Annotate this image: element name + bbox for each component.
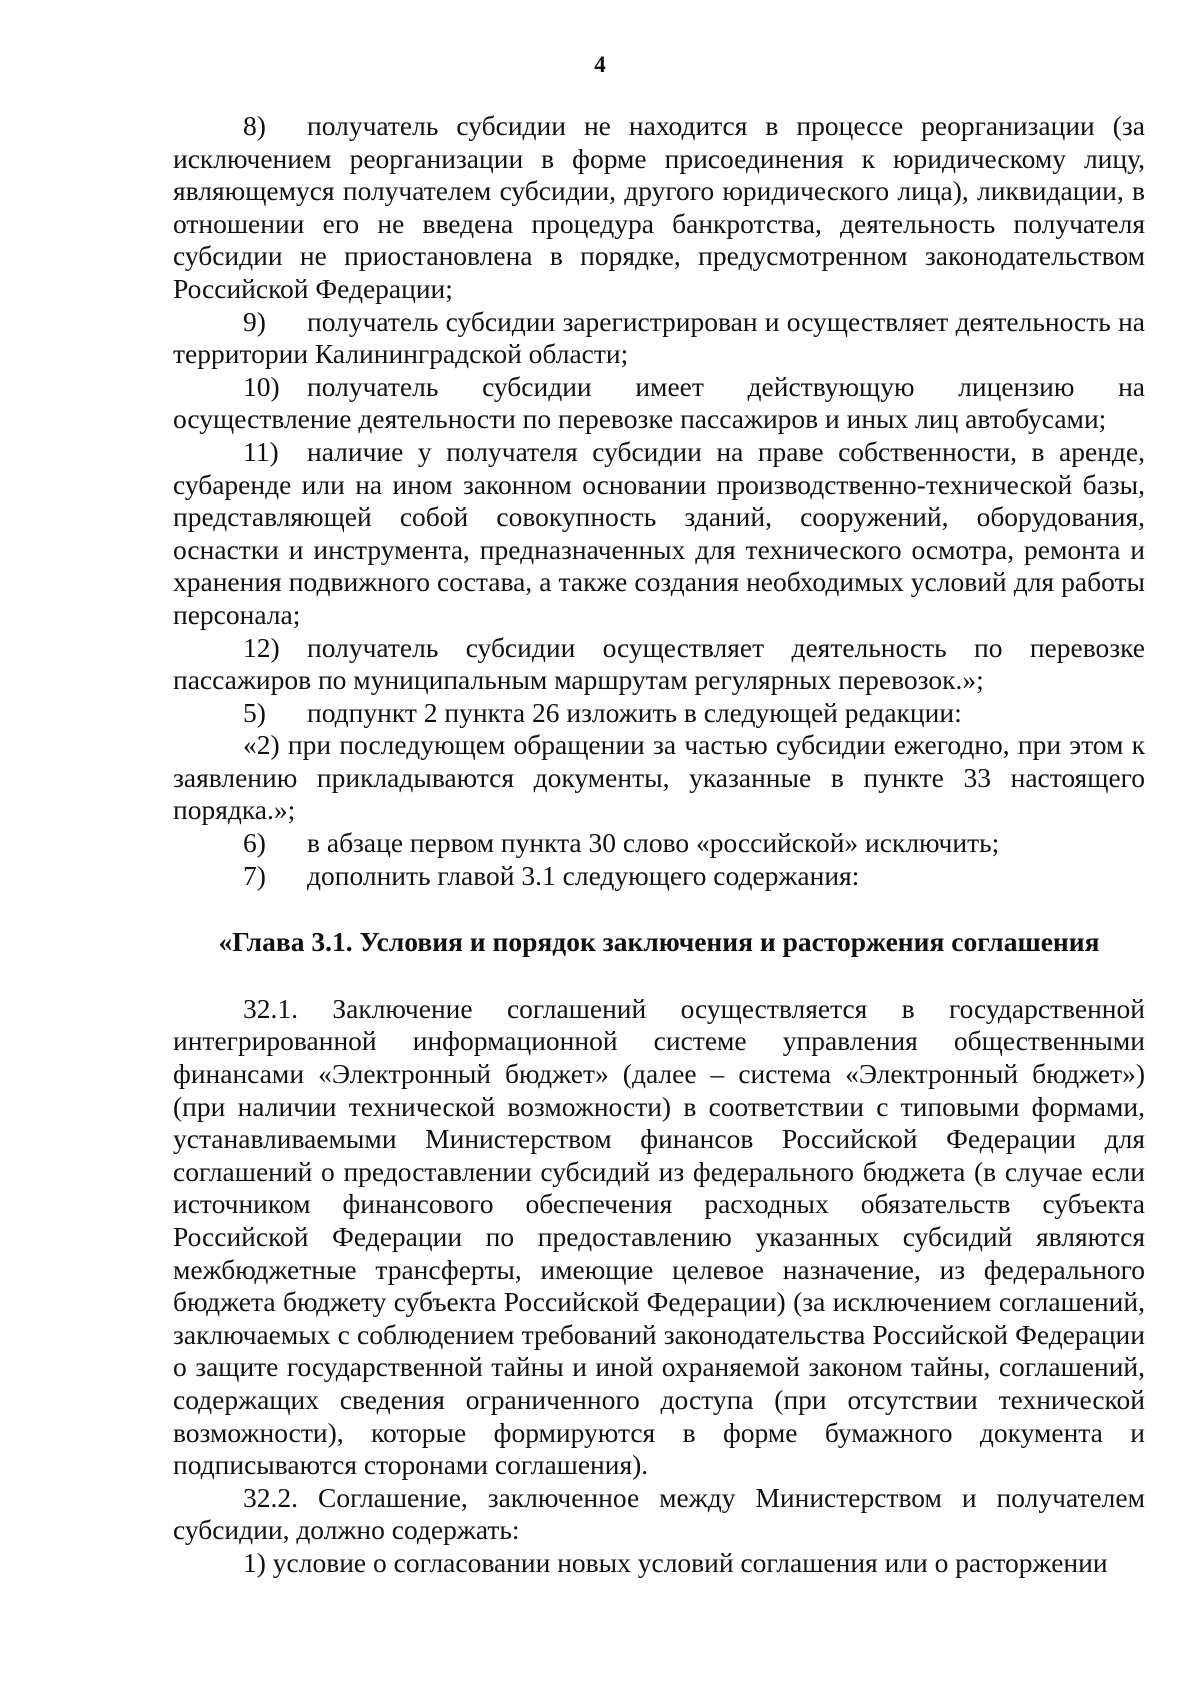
item-text: получатель субсидии имеет действующую лицензию на осуществление деятельности по перевозке пассажиров и иных лиц автобусами; <box>173 370 1145 435</box>
item-number: 11) <box>243 435 279 467</box>
item-text: получатель субсидии не находится в процессе реорганизации (за исключением реорганизации в форме присоединения к юридическому лицу, являющемуся получателем субсидии, другого юридического лица), ликвидации, в отношении его не введена процедура банкротства, деятельность получателя субсидии не приостановлена в порядке, предусмотренном законодательством Российской Федерации; <box>173 110 1145 304</box>
list-item-10 <box>173 371 1145 436</box>
list-item-5 <box>173 697 1145 730</box>
document-body <box>173 110 1145 1580</box>
list-item-7 <box>173 860 1145 893</box>
item-text: в абзаце первом пункта 30 слово «российской» исключить; <box>307 827 1000 859</box>
list-item-11 <box>173 436 1145 632</box>
clause-32-1: 32.1. Заключение соглашений осуществляется в государственной интегрированной информационной системе управления общественными финансами «Электронный бюджет» (далее – система «Электронный бюджет») (при наличии технической возможности) в соответствии с типовыми формами, устанавливаемыми Министерством финансов Российской Федерации для соглашений о предоставлении субсидий из федерального бюджета (в случае если источником финансового обеспечения расходных обязательств субъекта Российской Федерации по предоставлению указанных субсидий являются межбюджетные трансферты, имеющие целевое назначение, из федерального бюджета бюджету субъекта Российской Федерации) (за исключением соглашений, заключаемых с соблюдением требований законодательства Российской Федерации о защите государственной тайны и иной охраняемой законом тайны, соглашений, содержащих сведения ограниченного доступа (при отсутствии технической возможности), которые формируются в форме бумажного документа и подписываются сторонами соглашения). <box>173 992 1145 1481</box>
chapter-title: «Глава 3.1. Условия и порядок заключения и расторжения соглашения <box>218 926 1100 958</box>
list-item-6 <box>173 827 1145 860</box>
clause-item-1: 1) условие о согласовании новых условий соглашения или о расторжении <box>243 1546 1108 1578</box>
page-number: 4 <box>594 52 606 77</box>
item-text: получатель субсидии осуществляет деятельность по перевозке пассажиров по муниципальным маршрутам регулярных перевозок.»; <box>173 631 1145 696</box>
list-item-8 <box>173 110 1145 306</box>
quoted-paragraph: «2) при последующем обращении за частью субсидии ежегодно, при этом к заявлению прикладываются документы, указанные в пункте 33 настоящего порядка.»; <box>173 729 1145 826</box>
item-number: 7) <box>243 859 266 891</box>
list-item-12 <box>173 632 1145 697</box>
item-number: 9) <box>243 305 266 337</box>
item-text: дополнить главой 3.1 следующего содержания: <box>307 859 860 891</box>
clause-32-2: 32.2. Соглашение, заключенное между Министерством и получателем субсидии, должно содержать: <box>173 1481 1145 1546</box>
item-number: 5) <box>243 696 266 728</box>
item-text: получатель субсидии зарегистрирован и осуществляет деятельность на территории Калининградской области; <box>173 305 1145 370</box>
item-number: 8) <box>243 110 266 141</box>
spacer <box>173 959 1145 993</box>
item-number: 12) <box>243 631 280 663</box>
item-text: наличие у получателя субсидии на праве собственности, в аренде, субаренде или на ином законном основании производственно-технической базы, представляющей собой совокупность зданий, сооружений, оборудования, оснастки и инструмента, предназначенных для технического осмотра, ремонта и хранения подвижного состава, а также создания необходимых условий для работы персонала; <box>173 435 1145 630</box>
item-number: 10) <box>243 370 280 402</box>
item-text: подпункт 2 пункта 26 изложить в следующей редакции: <box>307 696 962 728</box>
list-item-9 <box>173 306 1145 371</box>
spacer <box>173 892 1145 926</box>
item-number: 6) <box>243 827 266 859</box>
